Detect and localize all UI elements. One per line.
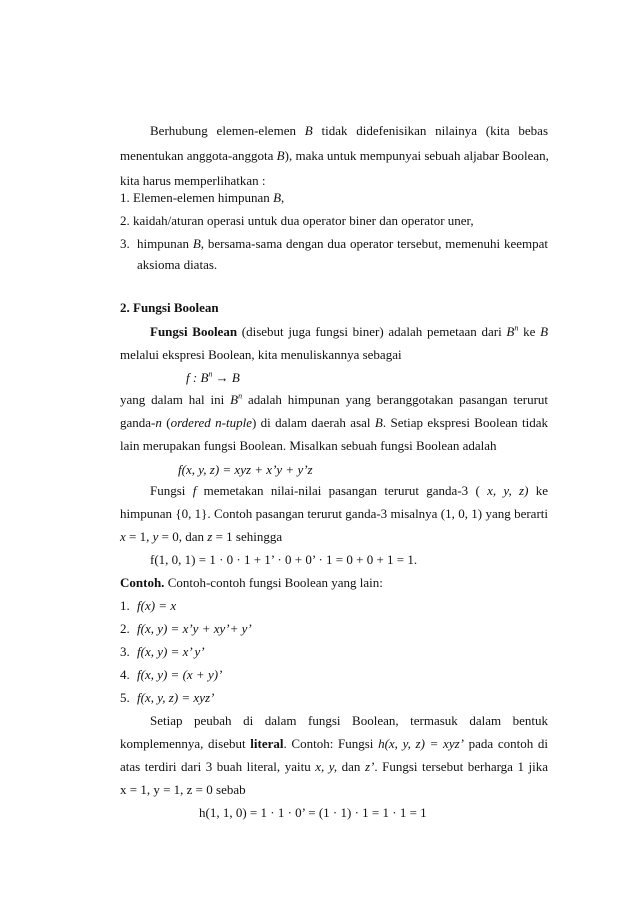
text: = 0, dan [161, 529, 205, 544]
text: , bersama-sama dengan dua operator tersebut, memenuhi keempat [200, 236, 549, 251]
var-b: B [200, 370, 209, 385]
var-b: B [230, 392, 239, 407]
text: ke [523, 324, 536, 339]
text: = 1 sehingga [215, 529, 283, 544]
list-number: 3. [120, 644, 130, 659]
var-b: B [192, 236, 201, 251]
superscript-n: n [514, 323, 519, 333]
intro-line-3: kita harus memperlihatkan : [120, 173, 266, 188]
example-expr: f(x, y) = x’y + xy’+ y’ [137, 621, 252, 636]
contoh-line [120, 575, 383, 591]
para2-formula: f(x, y, z) = xyz + x’y + y’z [178, 462, 313, 477]
italic-term: ordered n-tuple [170, 415, 252, 430]
para4-calc: h(1, 1, 0) = 1 · 1 · 0’ = (1 · 1) · 1 = 1 · 1 = 1 [199, 805, 427, 820]
var-b: B [540, 324, 549, 339]
section-title: Fungsi Boolean [133, 300, 219, 315]
text: Fungsi [150, 483, 186, 498]
example-item-4 [120, 667, 222, 683]
example-item-2 [120, 621, 252, 637]
para4-line-2 [120, 736, 548, 752]
var-z: z [207, 529, 213, 544]
section-number: 2. [120, 300, 130, 315]
example-expr: f(x, y) = (x + y)’ [137, 667, 223, 682]
para3-line-3 [120, 529, 282, 545]
text: = 1, [129, 529, 150, 544]
list-number: 5. [120, 690, 130, 705]
var-x: x [120, 529, 126, 544]
text: , [281, 190, 285, 205]
text: komplemennya, disebut [120, 736, 246, 751]
list-item-3 [137, 236, 548, 252]
para3-line-1 [150, 483, 548, 499]
def-formula [186, 370, 240, 386]
example-item-3 [120, 644, 205, 660]
text: Contoh-contoh fungsi Boolean yang lain: [167, 575, 383, 590]
list-number: 2. [120, 621, 130, 636]
list-number: 1. [120, 190, 130, 205]
text: kaidah/aturan operasi untuk dua operator biner dan operator uner, [133, 213, 474, 228]
var-b: B [231, 370, 240, 385]
var-y: y [152, 529, 159, 544]
text: ) di dalam daerah asal [251, 415, 371, 430]
text: tidak didefenisikan nilainya (kita bebas [321, 123, 549, 138]
formula-f: f [186, 370, 190, 385]
var-f: f [192, 483, 197, 498]
para2-line-3: lain merupakan fungsi Boolean. Misalkan sebuah fungsi Boolean adalah [120, 438, 497, 453]
list-number: 4. [120, 667, 130, 682]
text: menentukan anggota-anggota [120, 148, 274, 163]
var-b: B [273, 190, 282, 205]
para2-line-2 [120, 415, 548, 431]
para3-calc: f(1, 0, 1) = 1 · 0 · 1 + 1’ · 0 + 0’ · 1 = 0 + 0 + 1 = 1. [150, 552, 418, 567]
def-line-1 [150, 324, 548, 340]
var-x: x, [487, 483, 497, 498]
formula-colon: : [192, 370, 198, 385]
list-item-3-num: 3. [120, 236, 130, 251]
var-b: B [304, 123, 313, 138]
var-n: n [155, 415, 162, 430]
arrow-symbol: → [215, 370, 229, 385]
text: . Fungsi tersebut berharga 1 jika [374, 759, 549, 774]
para4-line-3 [120, 759, 548, 775]
list-item-2 [120, 213, 474, 229]
example-expr: f(x, y) = x’ y’ [137, 644, 205, 659]
list-number: 2. [120, 213, 130, 228]
var-z-prime: z’ [364, 759, 375, 774]
text: (disebut juga fungsi biner) adalah pemetaan dari [241, 324, 502, 339]
var-list: x, y, [315, 759, 338, 774]
text: Elemen-elemen himpunan [133, 190, 270, 205]
superscript-n: n [208, 369, 213, 379]
text: adalah himpunan yang beranggotakan pasangan terurut [247, 392, 549, 407]
text: Berhubung elemen-elemen [150, 123, 296, 138]
text: . Setiap ekspresi Boolean tidak [382, 415, 548, 430]
formula-h: h(x, y, z) = xyz’ [378, 736, 464, 751]
text: dan [341, 759, 361, 774]
var-b: B [506, 324, 515, 339]
var-z: z) [519, 483, 529, 498]
example-item-5 [120, 690, 214, 706]
list-item-1 [120, 190, 284, 206]
para4-line-4: x = 1, y = 1, z = 0 sebab [120, 782, 246, 797]
term-bold: literal [250, 736, 284, 751]
intro-line-1 [150, 123, 548, 139]
var-b: B [374, 415, 383, 430]
text: himpunan [137, 236, 189, 251]
text: pada contoh di [468, 736, 549, 751]
var-y: y, [503, 483, 512, 498]
contoh-label: Contoh. [120, 575, 165, 590]
text: memetakan nilai-nilai pasangan terurut ganda-3 ( [203, 483, 480, 498]
def-line-2: melalui ekspresi Boolean, kita menuliskannya sebagai [120, 347, 402, 362]
text: ke [535, 483, 548, 498]
text: atas terdiri dari 3 buah literal, yaitu [120, 759, 311, 774]
example-expr: f(x) = x [137, 598, 177, 613]
term-bold: Fungsi Boolean [150, 324, 238, 339]
section-heading [120, 300, 219, 316]
para2-line-1 [120, 392, 548, 408]
list-number: 1. [120, 598, 130, 613]
text: . Contoh: Fungsi [283, 736, 374, 751]
var-b: B [276, 148, 285, 163]
para4-line-1: Setiap peubah di dalam fungsi Boolean, termasuk dalam bentuk [150, 713, 548, 728]
text: ( [166, 415, 171, 430]
text: yang dalam hal ini [120, 392, 225, 407]
intro-line-2 [120, 148, 548, 164]
para3-line-2: himpunan {0, 1}. Contoh pasangan terurut ganda-3 misalnya (1, 0, 1) yang berarti [120, 506, 548, 521]
example-item-1 [120, 598, 176, 614]
text: ), maka untuk mempunyai sebuah aljabar Boolean, [284, 148, 549, 163]
superscript-n: n [238, 391, 243, 401]
text: ganda- [120, 415, 156, 430]
list-item-3-cont: aksioma diatas. [137, 257, 218, 272]
example-expr: f(x, y, z) = xyz’ [137, 690, 215, 705]
